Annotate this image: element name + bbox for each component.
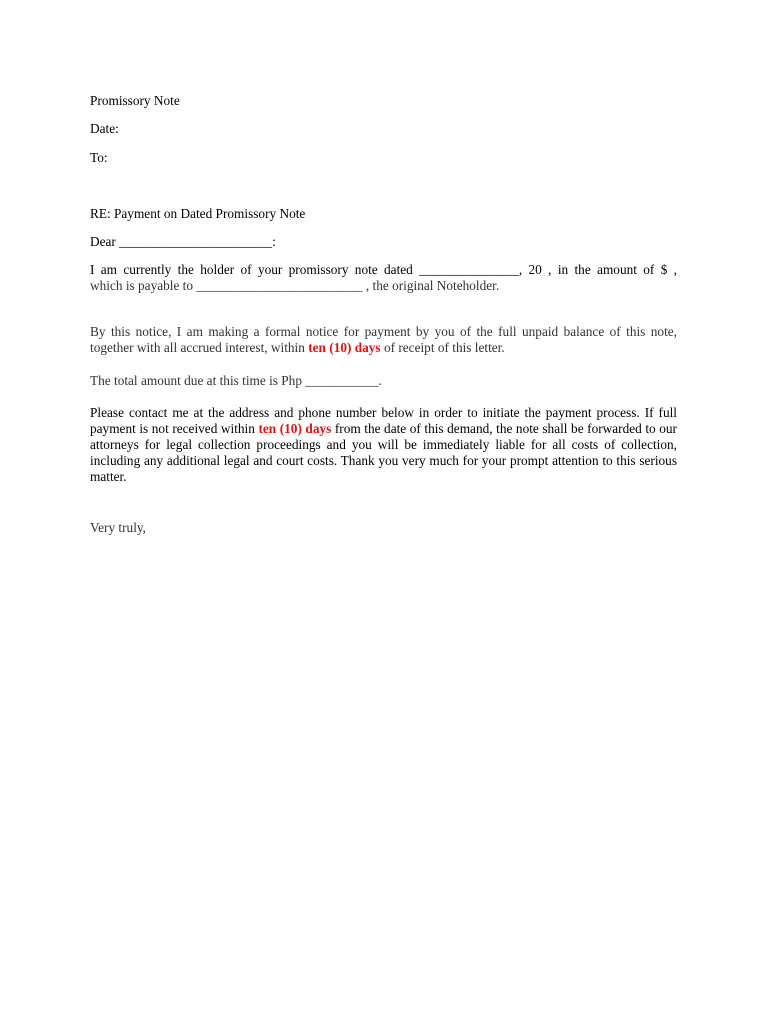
paragraph-holder-line-1: I am currently the holder of your promissory note dated _______________, 20 , in the amount of $ , [90, 262, 677, 277]
closing: Very truly, [90, 520, 147, 535]
paragraph-contact-text-1: Please contact me at the address and phone number below in order to initiate the payment process. If full payment is not received within [90, 405, 677, 436]
paragraph-holder-line-2: which is payable to _________________________ , the original Noteholder. [90, 278, 500, 293]
document-title: Promissory Note [90, 93, 180, 108]
paragraph-notice [90, 324, 677, 356]
paragraph-notice-text-1: By this notice, I am making a formal notice for payment by you of the full unpaid balance of this note, together with all accrued interest, within [90, 324, 677, 355]
to-label: To: [90, 150, 108, 165]
paragraph-contact [90, 405, 677, 485]
paragraph-notice-text-2: of receipt of this letter. [380, 340, 505, 355]
deadline-highlight-2: ten (10) days [258, 421, 332, 436]
deadline-highlight: ten (10) days [308, 340, 381, 355]
paragraph-contact-text-2: from the date of this demand, the note shall be forwarded to our attorneys for legal collection proceedings and you will be immediately liable for all costs of collection, including any additional legal and court costs. Thank you very much for your prompt attention to this serious matter. [90, 421, 677, 484]
subject-line: RE: Payment on Dated Promissory Note [90, 206, 306, 221]
paragraph-amount-due: The total amount due at this time is Php ___________. [90, 373, 382, 388]
date-label: Date: [90, 121, 119, 136]
paragraph-holder [90, 262, 677, 294]
salutation: Dear _______________________: [90, 234, 276, 249]
